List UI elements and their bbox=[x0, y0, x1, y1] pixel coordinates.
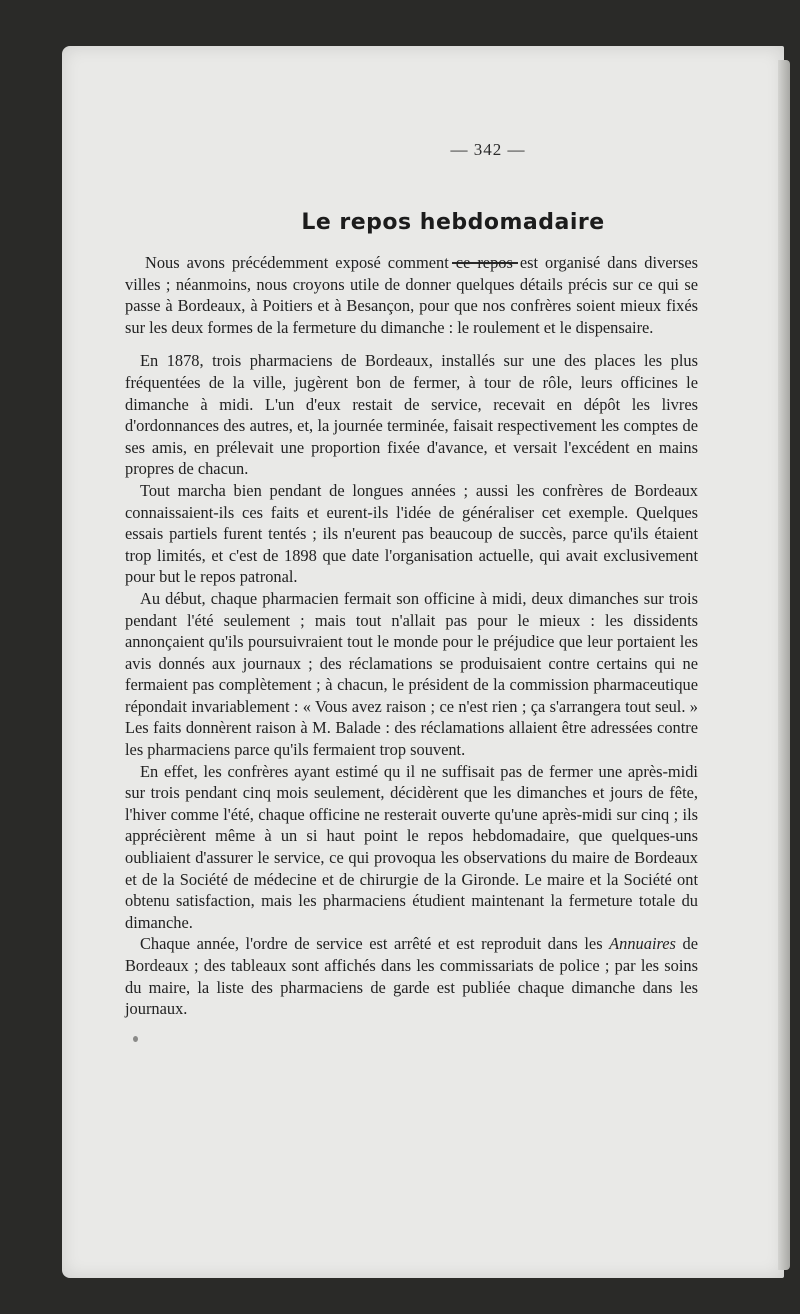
article-body bbox=[125, 252, 698, 1020]
page-edge bbox=[778, 60, 790, 1270]
ink-spot bbox=[133, 1036, 138, 1042]
paragraph-6 bbox=[125, 933, 698, 1019]
paragraph-3: Tout marcha bien pendant de longues années ; aussi les confrères de Bordeaux connaissaient-ils ces faits et eurent-ils l'idée de généraliser cet exemple. Quelques essais partiels furent tentés ; ils n'eurent pas beaucoup de succès, parce qu'ils étaient trop limités, et c'est de 1898 que date l'organisation actuelle, qui avait exclusivement pour but le repos patronal. bbox=[125, 480, 698, 587]
page-number: — 342 — bbox=[450, 140, 526, 159]
paragraph-4: Au début, chaque pharmacien fermait son officine à midi, deux dimanches sur trois pendant l'été seulement ; mais tout n'allait pas pour le mieux : les dissidents annonçaient qu'ils poursuivraient tout le monde pour le préjudice que leur portaient les avis donnés aux journaux ; des réclamations se produisaient contre certains qui ne fermaient pas complètement ; à chacun, le président de la commission pharmaceutique répondait invariablement : « Vous avez raison ; ce n'est rien ; ça s'arrangera tout seul. » Les faits donnèrent raison à M. Balade : des réclamations allaient être adressées contre les pharmaciens parce qu'ils fermaient trop souvent. bbox=[125, 588, 698, 760]
paragraph-5: En effet, les confrères ayant estimé qu il ne suffisait pas de fermer une après-midi sur trois pendant cinq mois seulement, décidèrent que les dimanches et jours de fête, l'hiver comme l'été, chaque officine ne resterait ouverte qu'une après-midi sur cinq ; ils apprécièrent même à un si haut point le repos hebdomadaire, que quelques-uns oubliaient d'assurer le service, ce qui provoqua les observations du maire de Bordeaux et de la Société de médecine et de chirurgie de la Gironde. Le maire et la Société ont obtenu satisfaction, mais les pharmaciens étudient maintenant la fermeture totale du dimanche. bbox=[125, 761, 698, 932]
paragraph-6-italic: Annuaires bbox=[609, 934, 676, 954]
page-title: Le repos hebdomadaire bbox=[301, 210, 605, 235]
paragraph-1: Nous avons précédemment exposé comment ce repos est organisé dans diverses villes ; néanmoins, nous croyons utile de donner quelques détails précis sur ce qui se passe à Bordeaux, à Poitiers et à Besançon, pour que nos confrères soient mieux fixés sur les deux formes de la fermeture du dimanche : le roulement et le dispensaire. bbox=[125, 253, 698, 337]
paragraph-6-start: Chaque année, l'ordre de service est arrêté et est reproduit dans les bbox=[140, 934, 610, 954]
paragraph-6-end: de Bordeaux ; des tableaux sont affichés dans les commissariats de police ; par les soins du maire, la liste des pharmaciens de garde est publiée chaque dimanche dans les journaux. bbox=[125, 934, 698, 1019]
paragraph-2: En 1878, trois pharmaciens de Bordeaux, installés sur une des places les plus fréquentées de la ville, jugèrent bon de fermer, à tour de rôle, leurs officines le dimanche à midi. L'un d'eux restait de service, recevait en dépôt les livres d'ordonnances des autres, et, la journée terminée, faisait respectivement les comptes de ses amis, en prélevait une proportion fixée d'avance, et versait l'excédent en mains propres de chacun. bbox=[125, 351, 698, 479]
